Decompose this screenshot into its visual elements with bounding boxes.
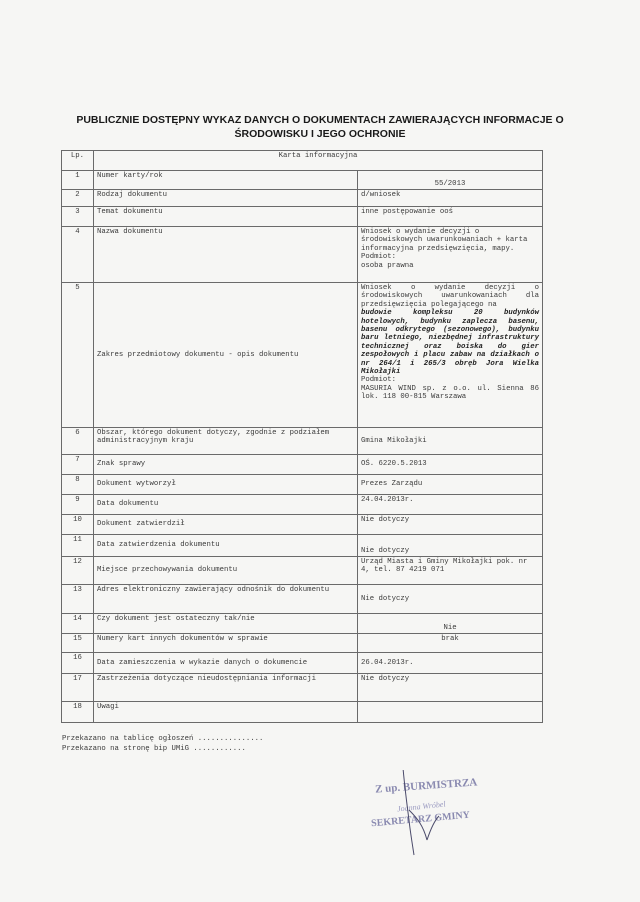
row-value (358, 283, 543, 428)
table-row (62, 653, 543, 674)
row-label: Obszar, którego dokument dotyczy, zgodnie z podziałem administracyjnym kraju (94, 428, 358, 455)
row-number: 8 (62, 475, 94, 495)
row-value: d/wniosek (358, 190, 543, 207)
row-value: Nie dotyczy (358, 674, 543, 702)
row-number: 18 (62, 702, 94, 723)
row-value-bold-text: budowie kompleksu 20 budynków hotelowych, budynku zaplecza basenu, basenu odkrytego (sezonowego), budynku baru letniego, niezbędnej infrastruktury technicznej oraz boiska do gier zespołowych i placu zabaw na działkach o nr 264/1 i 265/3 obręb Jora Wielka Mikołajki (361, 309, 540, 377)
row-label: Uwagi (94, 702, 358, 723)
row-number: 17 (62, 674, 94, 702)
row-value: Nie dotyczy (358, 535, 543, 557)
title-line-2: ŚRODOWISKU I JEGO OCHRONIE (234, 128, 406, 140)
row-label: Nazwa dokumentu (94, 227, 358, 283)
row-label: Numery kart innych dokumentów w sprawie (94, 634, 358, 653)
row-label: Zastrzeżenia dotyczące nieudostępniania informacji (94, 674, 358, 702)
row-value: OŚ. 6220.5.2013 (358, 455, 543, 475)
title-line-1: PUBLICZNIE DOSTĘPNY WYKAZ DANYCH O DOKUMENTACH ZAWIERAJĄCYCH INFORMACJE O (76, 114, 564, 126)
document-title (40, 113, 600, 141)
row-label: Rodzaj dokumentu (94, 190, 358, 207)
stamp-line-3: SEKRETARZ GMINY (370, 809, 471, 830)
table-row (62, 171, 543, 190)
row-number: 15 (62, 634, 94, 653)
row-value (358, 227, 543, 283)
row-value-text: Wniosek o wydanie decyzji o środowiskowych uwarunkowaniach dla przedsięwzięcia polegającego na (361, 284, 540, 309)
notice-board-note: Przekazano na tablicę ogłoszeń ............... (62, 735, 264, 743)
table-row (62, 702, 543, 723)
info-card-table (61, 150, 543, 723)
row-value-subject: MASURIA WIND sp. z o.o. ul. Sienna 86 lok. 118 00-815 Warszawa (361, 384, 540, 402)
row-value: inne postępowanie ooś (358, 207, 543, 227)
bip-page-note: Przekazano na stronę bip UMiG ............ (62, 744, 246, 753)
table-row (62, 190, 543, 207)
stamp-line-1: Z up. BURMISTRZA (374, 776, 478, 796)
row-label: Adres elektroniczny zawierający odnośnik do dokumentu (94, 585, 358, 614)
row-value: brak (358, 634, 543, 653)
table-row (62, 207, 543, 227)
transfer-notes (62, 735, 263, 754)
row-value-text: Wniosek o wydanie decyzji o środowiskowych uwarunkowaniach + karta informacyjna przedsięwzięcia, mapy. (361, 228, 528, 253)
table-row (62, 227, 543, 283)
row-value: 55/2013 (358, 171, 543, 190)
header-card: Karta informacyjna (94, 151, 543, 171)
table-row (62, 634, 543, 653)
row-value: 26.04.2013r. (358, 653, 543, 674)
table-row (62, 455, 543, 475)
table-row (62, 495, 543, 515)
table-row (62, 585, 543, 614)
table-row (62, 535, 543, 557)
row-label: Czy dokument jest ostateczny tak/nie (94, 614, 358, 634)
row-value (358, 702, 543, 723)
stamp-line-2: Joanna Wróbel (396, 799, 447, 814)
table-row (62, 674, 543, 702)
signature-icon (365, 770, 515, 860)
row-label: Numer karty/rok (94, 171, 358, 190)
row-value-subject-label: Podmiot: (361, 253, 397, 262)
official-stamp (365, 770, 515, 860)
row-value: Urząd Miasta i Gminy Mikołajki pok. nr 4, tel. 87 4219 071 (358, 557, 543, 585)
row-label: Zakres przedmiotowy dokumentu - opis dokumentu (94, 283, 358, 428)
row-value-subject: osoba prawna (361, 261, 414, 270)
row-value: Gmina Mikołajki (358, 428, 543, 455)
row-label: Data dokumentu (94, 495, 358, 515)
row-number: 2 (62, 190, 94, 207)
row-value: Nie dotyczy (358, 585, 543, 614)
row-value: Nie dotyczy (358, 515, 543, 535)
table-row (62, 557, 543, 585)
row-label: Znak sprawy (94, 455, 358, 475)
header-lp: Lp. (62, 151, 94, 171)
row-number: 12 (62, 557, 94, 585)
row-number: 7 (62, 455, 94, 475)
row-label: Dokument zatwierdził (94, 515, 358, 535)
row-label: Data zamieszczenia w wykazie danych o dokumencie (94, 653, 358, 674)
row-number: 14 (62, 614, 94, 634)
row-number: 11 (62, 535, 94, 557)
row-number: 5 (62, 283, 94, 428)
row-number: 4 (62, 227, 94, 283)
row-number: 1 (62, 171, 94, 190)
row-value: Nie (358, 614, 543, 634)
row-number: 3 (62, 207, 94, 227)
row-label: Miejsce przechowywania dokumentu (94, 557, 358, 585)
row-number: 13 (62, 585, 94, 614)
table-row (62, 475, 543, 495)
table-header-row (62, 151, 543, 171)
row-value: Prezes Zarządu (358, 475, 543, 495)
row-number: 9 (62, 495, 94, 515)
table-row (62, 428, 543, 455)
row-number: 6 (62, 428, 94, 455)
table-row (62, 515, 543, 535)
row-number: 16 (62, 653, 94, 674)
table-row (62, 283, 543, 428)
row-number: 10 (62, 515, 94, 535)
row-value-subject-label: Podmiot: (361, 376, 397, 385)
row-label: Data zatwierdzenia dokumentu (94, 535, 358, 557)
row-value: 24.04.2013r. (358, 495, 543, 515)
row-label: Temat dokumentu (94, 207, 358, 227)
row-label: Dokument wytworzył (94, 475, 358, 495)
table-row (62, 614, 543, 634)
